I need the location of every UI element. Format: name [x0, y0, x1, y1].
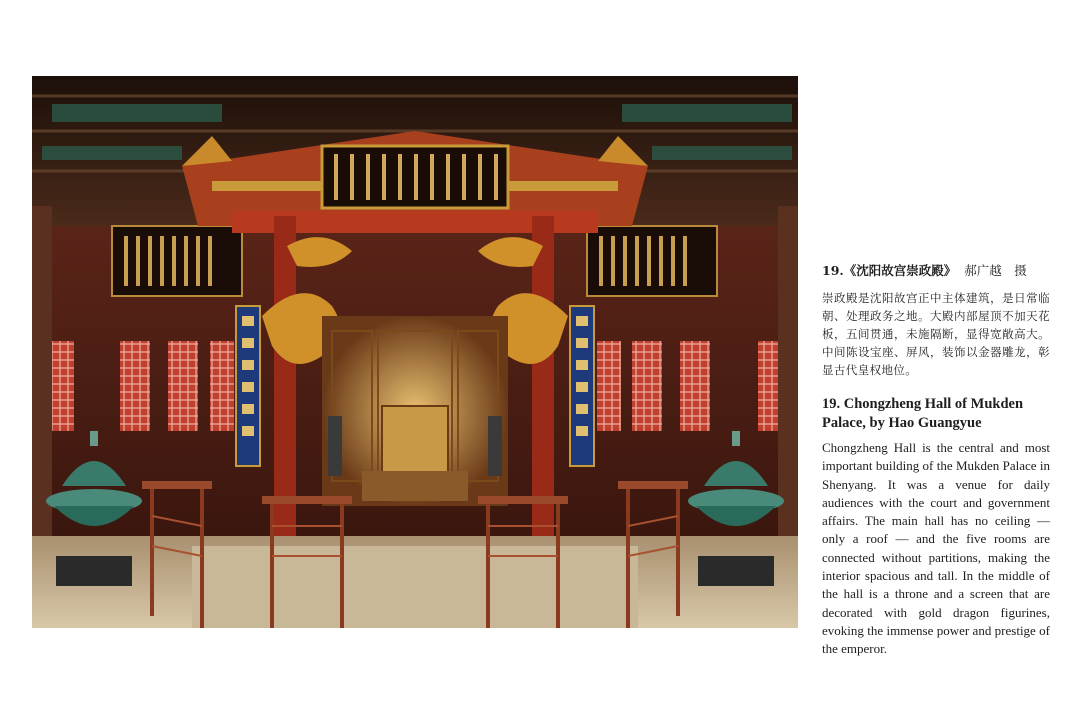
caption-block	[822, 262, 1050, 659]
caption-body-zh: 崇政殿是沈阳故宫正中主体建筑，是日常临朝、处理政务之地。大殿内部屋顶不加天花板，五间贯通，未施隔断，显得宽敞高大。中间陈设宝座、屏风，装饰以金器雕龙，彰显古代皇权地位。	[822, 291, 1050, 377]
palace-throne-photo-icon	[32, 76, 798, 628]
palace-hall-photo	[32, 76, 798, 628]
caption-title-zh	[822, 262, 1050, 280]
caption-body-en: Chongzheng Hall is the central and most important building of the Mukden Palace in Shenyang. It was a venue for daily audiences with the court and government affairs. The main hall has no ceiling — only a roof — and the five rooms are connected without partitions, making the interior spacious and tall. In the middle of the hall is a throne and a screen that are decorated with gold dragon figurines, evoking the immense power and prestige of the emperor.	[822, 440, 1050, 657]
caption-title-en: 19. Chongzheng Hall of Mukden Palace, by Hao Guangyue	[822, 396, 1024, 431]
caption-author-zh: 郝广越 摄	[964, 263, 1027, 278]
caption-title-zh-text: 19.《沈阳故宫崇政殿》	[822, 263, 957, 278]
